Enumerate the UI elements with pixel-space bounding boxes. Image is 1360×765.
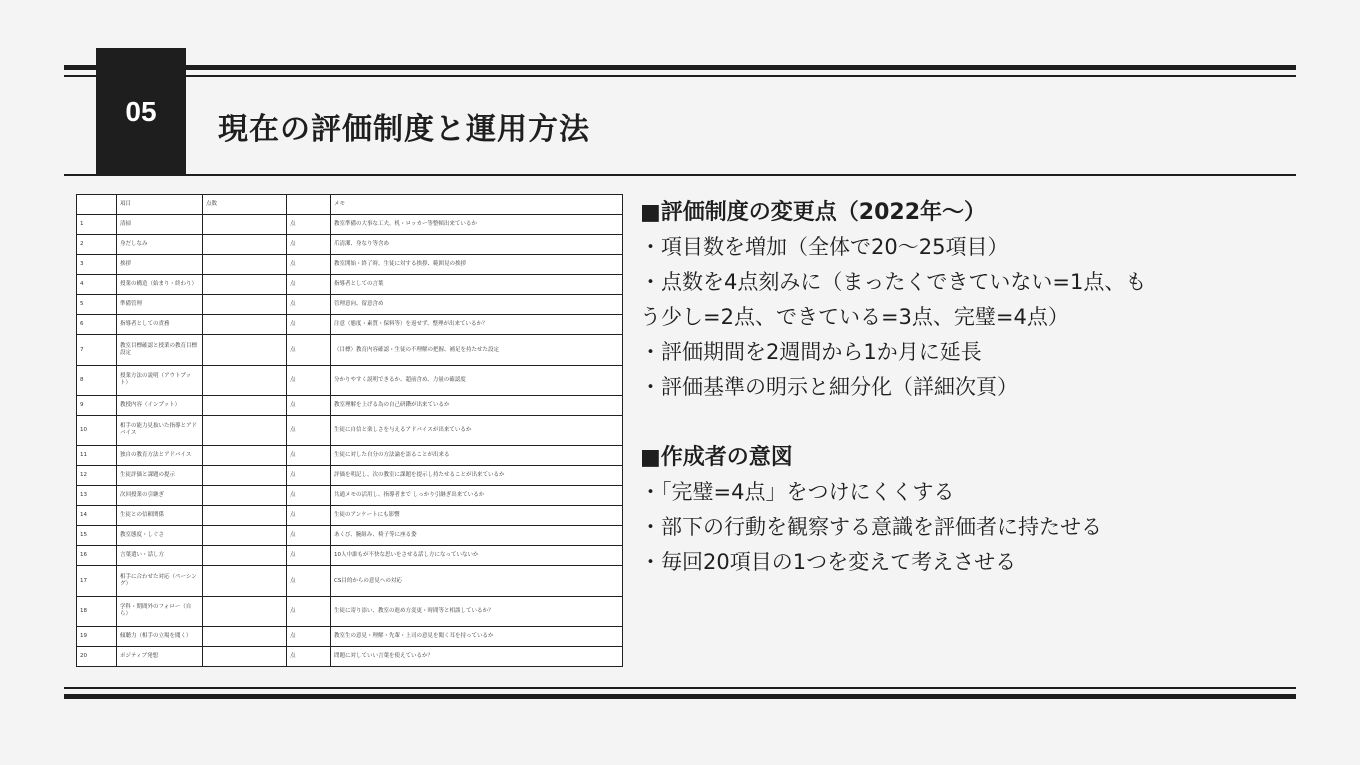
row-item: 独自の教育方法とアドバイス bbox=[117, 445, 203, 465]
bottom-rule-thick bbox=[64, 694, 1296, 699]
table-row bbox=[77, 395, 623, 415]
column-header bbox=[77, 195, 117, 215]
row-number: 2 bbox=[77, 235, 117, 255]
row-memo: 生徒に対した自分の方法論を語ることが出来る bbox=[331, 445, 623, 465]
changes-bullet: ・点数を4点刻みに（まったくできていない=1点、も bbox=[640, 270, 1147, 294]
row-score bbox=[203, 295, 287, 315]
table-row bbox=[77, 335, 623, 365]
table-row bbox=[77, 365, 623, 395]
row-item: 生徒評価と課題の提示 bbox=[117, 466, 203, 486]
row-score bbox=[203, 315, 287, 335]
changes-bullet: う少し=2点、できている=3点、完璧=4点） bbox=[640, 305, 1069, 329]
row-score bbox=[203, 486, 287, 506]
row-score bbox=[203, 445, 287, 465]
row-item: 指導者としての責務 bbox=[117, 315, 203, 335]
row-score bbox=[203, 255, 287, 275]
changes-bullet: ・評価基準の明示と細分化（詳細次頁） bbox=[640, 375, 1018, 399]
row-score bbox=[203, 506, 287, 526]
table-row bbox=[77, 546, 623, 566]
row-score bbox=[203, 365, 287, 395]
row-memo: 問題に対していい言葉を使えているか？ bbox=[331, 646, 623, 666]
row-memo: 評価を明記し、次の教室に課題を提示し持たせることが出来ているか bbox=[331, 466, 623, 486]
column-header: 点数 bbox=[203, 195, 287, 215]
row-unit: 点 bbox=[287, 415, 331, 445]
row-unit: 点 bbox=[287, 255, 331, 275]
table-row bbox=[77, 646, 623, 666]
row-item: 言葉遣い・話し方 bbox=[117, 546, 203, 566]
table-row bbox=[77, 315, 623, 335]
row-number: 8 bbox=[77, 365, 117, 395]
top-rule-thin bbox=[64, 75, 1296, 77]
row-number: 16 bbox=[77, 546, 117, 566]
row-number: 6 bbox=[77, 315, 117, 335]
row-item: 授業方法の説明（アウトプット） bbox=[117, 365, 203, 395]
row-unit: 点 bbox=[287, 486, 331, 506]
row-memo: 教室準備の大事な工夫。机・ロッカー等整頓出来ているか bbox=[331, 215, 623, 235]
section-number: 05 bbox=[125, 96, 157, 127]
row-unit: 点 bbox=[287, 626, 331, 646]
table-row bbox=[77, 466, 623, 486]
row-number: 4 bbox=[77, 275, 117, 295]
section-number-badge bbox=[96, 48, 186, 176]
row-number: 18 bbox=[77, 596, 117, 626]
table-row bbox=[77, 506, 623, 526]
table-row bbox=[77, 486, 623, 506]
row-unit: 点 bbox=[287, 526, 331, 546]
row-number: 12 bbox=[77, 466, 117, 486]
row-item: ポジティブ発想 bbox=[117, 646, 203, 666]
table-row bbox=[77, 445, 623, 465]
row-unit: 点 bbox=[287, 466, 331, 486]
row-number: 14 bbox=[77, 506, 117, 526]
row-number: 19 bbox=[77, 626, 117, 646]
table-row bbox=[77, 566, 623, 596]
column-header bbox=[287, 195, 331, 215]
table-row bbox=[77, 255, 623, 275]
row-number: 17 bbox=[77, 566, 117, 596]
row-unit: 点 bbox=[287, 596, 331, 626]
bottom-rule-thin bbox=[64, 687, 1296, 689]
row-number: 15 bbox=[77, 526, 117, 546]
row-score bbox=[203, 526, 287, 546]
row-item: 清掃 bbox=[117, 215, 203, 235]
row-memo: 教室理解を上げる為の自己研鑽が出来ているか bbox=[331, 395, 623, 415]
evaluation-table bbox=[76, 194, 623, 667]
row-score bbox=[203, 215, 287, 235]
row-item: 相手に合わせた対応（ペーシング） bbox=[117, 566, 203, 596]
row-unit: 点 bbox=[287, 395, 331, 415]
table-row bbox=[77, 235, 623, 255]
table-row bbox=[77, 295, 623, 315]
row-score bbox=[203, 275, 287, 295]
table-header-row bbox=[77, 195, 623, 215]
row-unit: 点 bbox=[287, 315, 331, 335]
changes-bullet: ・評価期間を2週間から1か月に延長 bbox=[640, 340, 982, 364]
row-unit: 点 bbox=[287, 365, 331, 395]
row-memo: あくび、腕組み、椅子等に座る姿 bbox=[331, 526, 623, 546]
row-memo: 教室生の意見・理解・先輩・上司の意見を聞く耳を持っているか bbox=[331, 626, 623, 646]
row-memo: （目標）教育内容確認・生徒の不理解の把握、補足を持たせた設定 bbox=[331, 335, 623, 365]
intent-heading: ■作成者の意図 bbox=[640, 445, 793, 470]
changes-heading: ■評価制度の変更点（2022年～） bbox=[640, 200, 987, 225]
row-item: 授業の構造（始まり・終わり） bbox=[117, 275, 203, 295]
column-header: メモ bbox=[331, 195, 623, 215]
row-memo: 共通メモの活用し、指導者まで しっかり引継ぎ出来ているか bbox=[331, 486, 623, 506]
row-memo: 10人中誰もが不快な思いをさせる話し方になっていないか bbox=[331, 546, 623, 566]
row-item: 教授内容（インプット） bbox=[117, 395, 203, 415]
row-unit: 点 bbox=[287, 215, 331, 235]
row-unit: 点 bbox=[287, 275, 331, 295]
row-item: 生徒との信頼関係 bbox=[117, 506, 203, 526]
row-item: 相手の能力見抜いた指導とアドバイス bbox=[117, 415, 203, 445]
row-item: 学科・期間外のフォロー（自ら） bbox=[117, 596, 203, 626]
row-memo: 教室開始・終了時、生徒に対する挨拶、範囲見の挨拶 bbox=[331, 255, 623, 275]
header-divider bbox=[64, 174, 1296, 176]
row-score bbox=[203, 546, 287, 566]
row-number: 7 bbox=[77, 335, 117, 365]
row-unit: 点 bbox=[287, 566, 331, 596]
table-row bbox=[77, 626, 623, 646]
row-memo: CS目的からの意見への対応 bbox=[331, 566, 623, 596]
row-memo: 生徒に寄り添い、教室の進め方変更・時間等と相談しているか？ bbox=[331, 596, 623, 626]
intent-bullet: ・毎回20項目の1つを変えて考えさせる bbox=[640, 550, 1017, 574]
table-row bbox=[77, 596, 623, 626]
row-score bbox=[203, 235, 287, 255]
row-unit: 点 bbox=[287, 235, 331, 255]
row-unit: 点 bbox=[287, 335, 331, 365]
row-number: 9 bbox=[77, 395, 117, 415]
table-row bbox=[77, 215, 623, 235]
row-memo: 生徒に自信と楽しさを与えるアドバイスが出来ているか bbox=[331, 415, 623, 445]
row-item: 教室目標確認と授業の教育目標設定 bbox=[117, 335, 203, 365]
row-unit: 点 bbox=[287, 646, 331, 666]
row-number: 20 bbox=[77, 646, 117, 666]
section-spacer bbox=[640, 405, 1290, 441]
row-memo: 生徒のアンケートにも影響 bbox=[331, 506, 623, 526]
row-item: 挨拶 bbox=[117, 255, 203, 275]
row-number: 10 bbox=[77, 415, 117, 445]
intent-bullet: ・「完璧=4点」をつけにくくする bbox=[640, 480, 955, 504]
row-unit: 点 bbox=[287, 445, 331, 465]
row-score bbox=[203, 335, 287, 365]
changes-bullet: ・項目数を増加（全体で20～25項目） bbox=[640, 235, 1009, 259]
row-score bbox=[203, 626, 287, 646]
top-rule-thick bbox=[64, 65, 1296, 70]
row-score bbox=[203, 566, 287, 596]
table-row bbox=[77, 415, 623, 445]
row-score bbox=[203, 646, 287, 666]
page-title: 現在の評価制度と運用方法 bbox=[218, 112, 590, 147]
column-header: 項目 bbox=[117, 195, 203, 215]
row-memo: 注意（態度・素質・保料等）を返せず、整理が出来ているか？ bbox=[331, 315, 623, 335]
row-memo: 指導者としての言葉 bbox=[331, 275, 623, 295]
row-number: 3 bbox=[77, 255, 117, 275]
row-memo: 分かりやすく説明できるか、超前含め、力量の確認度 bbox=[331, 365, 623, 395]
row-item: 教室態度・しぐさ bbox=[117, 526, 203, 546]
row-number: 13 bbox=[77, 486, 117, 506]
row-item: 傾聴力（相手の立場を聞く） bbox=[117, 626, 203, 646]
row-number: 1 bbox=[77, 215, 117, 235]
row-score bbox=[203, 395, 287, 415]
row-score bbox=[203, 415, 287, 445]
row-item: 次回授業の引継ぎ bbox=[117, 486, 203, 506]
table-row bbox=[77, 275, 623, 295]
row-score bbox=[203, 466, 287, 486]
row-number: 11 bbox=[77, 445, 117, 465]
row-unit: 点 bbox=[287, 546, 331, 566]
row-number: 5 bbox=[77, 295, 117, 315]
intent-bullet: ・部下の行動を観察する意識を評価者に持たせる bbox=[640, 515, 1102, 539]
row-unit: 点 bbox=[287, 506, 331, 526]
row-item: 身だしなみ bbox=[117, 235, 203, 255]
row-memo: 爪清潔、身なり等含め bbox=[331, 235, 623, 255]
table-row bbox=[77, 526, 623, 546]
row-unit: 点 bbox=[287, 295, 331, 315]
row-item: 準備管理 bbox=[117, 295, 203, 315]
summary-panel bbox=[640, 196, 1290, 580]
row-score bbox=[203, 596, 287, 626]
row-memo: 管理意向、留意含め bbox=[331, 295, 623, 315]
